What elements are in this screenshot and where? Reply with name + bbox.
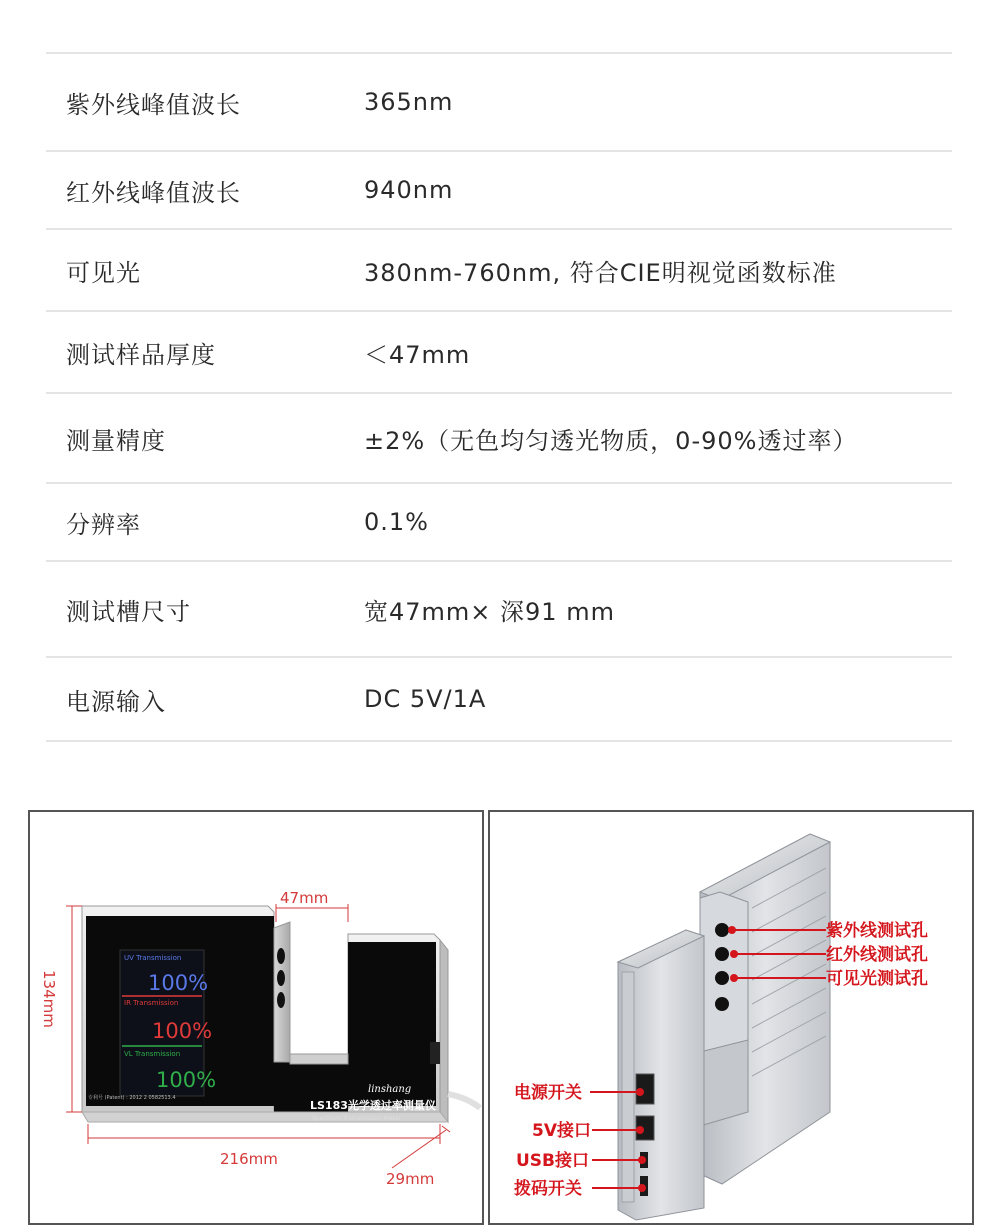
spec-label: 分辨率	[66, 510, 141, 539]
uv-transmission-label: UV Transmission	[124, 954, 182, 962]
label-strip	[622, 972, 634, 1202]
power-port-label: 5V接口	[532, 1121, 591, 1141]
ir-transmission-value: 100%	[152, 1019, 213, 1043]
spec-row-slot-size	[46, 562, 952, 658]
ir-test-hole	[715, 947, 729, 961]
model-name-en: Spectrum Transmission Meter	[312, 1115, 402, 1122]
spec-row-visible-light	[46, 230, 952, 312]
spec-row-power-input	[46, 658, 952, 742]
spec-value: 0.1%	[364, 508, 429, 536]
vl-test-hole	[715, 971, 729, 985]
spec-row-ir-wavelength	[46, 152, 952, 230]
dim-width: 216mm	[220, 1150, 278, 1168]
front-view-illustration	[30, 812, 482, 1223]
slot-floor	[290, 1054, 348, 1064]
side-view-illustration	[490, 812, 972, 1223]
spec-table	[46, 52, 952, 742]
extra-test-hole	[715, 997, 729, 1011]
spec-label: 紫外线峰值波长	[66, 90, 241, 119]
vl-hole-label: 可见光测试孔	[826, 969, 928, 989]
spec-row-resolution	[46, 484, 952, 562]
power-switch-icon	[430, 1042, 440, 1064]
spec-value: ±2%（无色均匀透光物质，0-90%透过率）	[364, 426, 858, 455]
sensor-hole	[277, 948, 285, 964]
usb-cable	[448, 1094, 480, 1108]
spec-row-accuracy	[46, 394, 952, 484]
spec-label: 电源输入	[66, 687, 166, 716]
spec-row-uv-wavelength	[46, 54, 952, 152]
uv-test-hole	[715, 923, 729, 937]
usb-port-label: USB接口	[516, 1151, 590, 1171]
spec-label: 可见光	[66, 258, 141, 287]
spec-value: 940nm	[364, 176, 454, 204]
ir-hole-label: 红外线测试孔	[826, 945, 928, 965]
spec-label: 测试样品厚度	[66, 340, 216, 369]
spec-label: 测试槽尺寸	[66, 597, 191, 626]
front-view-photo	[28, 810, 484, 1225]
power-switch-label: 电源开关	[514, 1083, 582, 1103]
spec-value: DC 5V/1A	[364, 685, 487, 713]
uv-transmission-value: 100%	[148, 971, 209, 995]
brand-logo: linshang	[368, 1084, 412, 1095]
spec-value: 365nm	[364, 88, 454, 116]
spec-value: ＜47mm	[364, 340, 471, 369]
patent-text: 专利号 (Patent) : 2012 2 0582513.4	[88, 1095, 176, 1101]
spec-value: 宽47mm× 深91 mm	[364, 597, 615, 626]
vl-transmission-value: 100%	[156, 1068, 217, 1092]
device-side-edge	[440, 940, 448, 1122]
spec-label: 测量精度	[66, 426, 166, 455]
side-view-photo	[488, 810, 974, 1225]
model-name: LS183光学透过率测量仪	[310, 1099, 436, 1112]
slot-left-wall	[274, 922, 290, 1062]
spec-value: 380nm-760nm, 符合CIE明视觉函数标准	[364, 258, 837, 287]
dim-depth: 29mm	[386, 1170, 435, 1188]
sensor-hole	[277, 970, 285, 986]
test-slot	[700, 1040, 748, 1126]
uv-hole-label: 紫外线测试孔	[826, 921, 928, 941]
dip-switch-label: 拨码开关	[514, 1179, 582, 1199]
sensor-hole	[277, 992, 285, 1008]
dim-slot-width: 47mm	[280, 889, 329, 907]
spec-row-sample-thickness	[46, 312, 952, 394]
dim-height: 134mm	[40, 970, 58, 1028]
ir-transmission-label: IR Transmission	[124, 999, 179, 1007]
spec-label: 红外线峰值波长	[66, 178, 241, 207]
device-right-panel	[348, 942, 436, 1106]
vl-transmission-label: VL Transmission	[124, 1050, 181, 1058]
